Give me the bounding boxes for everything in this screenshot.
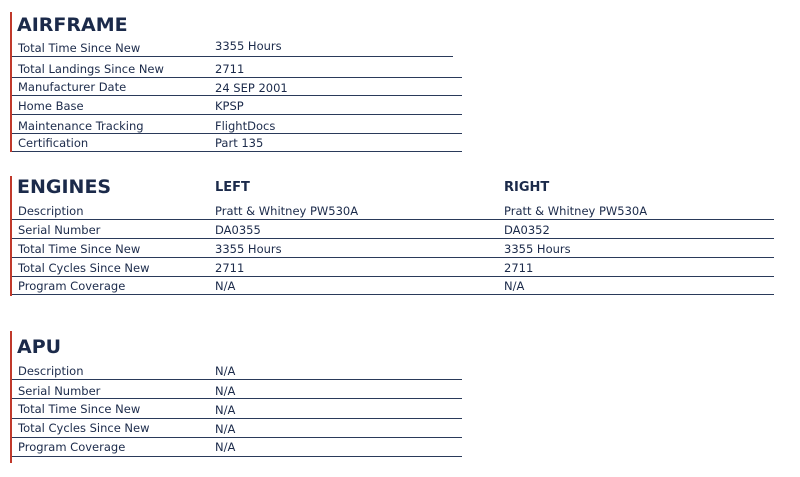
apu-value: N/A: [215, 403, 236, 417]
airframe-value: 3355 Hours: [215, 39, 282, 53]
engines-left-header: LEFT: [215, 180, 250, 195]
airframe-accent-bar: [10, 12, 12, 152]
engines-right-value: Pratt & Whitney PW530A: [504, 204, 648, 218]
row-divider: [12, 133, 462, 134]
engines-left-value: 3355 Hours: [215, 242, 282, 256]
airframe-label: Home Base: [18, 99, 84, 113]
row-divider: [12, 257, 774, 258]
apu-label: Program Coverage: [18, 440, 126, 454]
airframe-heading: AIRFRAME: [17, 14, 128, 36]
airframe-label: Total Time Since New: [18, 41, 141, 55]
row-divider: [12, 379, 462, 380]
row-divider: [12, 95, 462, 96]
row-divider: [12, 294, 774, 295]
engines-label: Program Coverage: [18, 279, 126, 293]
apu-label: Total Cycles Since New: [18, 421, 150, 435]
engines-label: Total Cycles Since New: [18, 261, 150, 275]
engines-left-value: N/A: [215, 279, 236, 293]
row-divider: [12, 456, 462, 457]
apu-label: Description: [18, 364, 84, 378]
row-divider: [12, 151, 462, 152]
apu-accent-bar: [10, 331, 12, 463]
apu-label: Serial Number: [18, 384, 101, 398]
engines-label: Description: [18, 204, 84, 218]
airframe-value: 2711: [215, 62, 245, 76]
airframe-label: Maintenance Tracking: [18, 119, 144, 133]
airframe-value: KPSP: [215, 99, 244, 113]
apu-value: N/A: [215, 422, 236, 436]
engines-heading: ENGINES: [17, 176, 112, 198]
row-divider: [12, 398, 462, 399]
apu-value: N/A: [215, 384, 236, 398]
airframe-label: Certification: [18, 136, 89, 150]
airframe-label: Total Landings Since New: [18, 62, 164, 76]
engines-right-value: 3355 Hours: [504, 242, 571, 256]
row-divider: [12, 77, 462, 78]
row-divider: [12, 114, 462, 115]
engines-accent-bar: [10, 176, 12, 296]
engines-right-value: DA0352: [504, 223, 550, 237]
engines-label: Total Time Since New: [18, 242, 141, 256]
row-divider: [12, 238, 774, 239]
row-divider: [12, 437, 462, 438]
apu-heading: APU: [17, 336, 62, 358]
row-divider: [12, 418, 462, 419]
airframe-value: Part 135: [215, 136, 264, 150]
engines-right-header: RIGHT: [504, 180, 550, 195]
airframe-value: FlightDocs: [215, 119, 276, 133]
engines-left-value: 2711: [215, 261, 245, 275]
row-divider: [12, 219, 774, 220]
apu-value: N/A: [215, 440, 236, 454]
row-divider: [12, 276, 774, 277]
airframe-label: Manufacturer Date: [18, 80, 127, 94]
engines-right-value: 2711: [504, 261, 534, 275]
engines-left-value: Pratt & Whitney PW530A: [215, 204, 359, 218]
engines-label: Serial Number: [18, 223, 101, 237]
engines-right-value: N/A: [504, 279, 525, 293]
airframe-value: 24 SEP 2001: [215, 81, 288, 95]
apu-value: N/A: [215, 364, 236, 378]
row-divider: [12, 56, 453, 57]
apu-label: Total Time Since New: [18, 402, 141, 416]
engines-left-value: DA0355: [215, 223, 261, 237]
